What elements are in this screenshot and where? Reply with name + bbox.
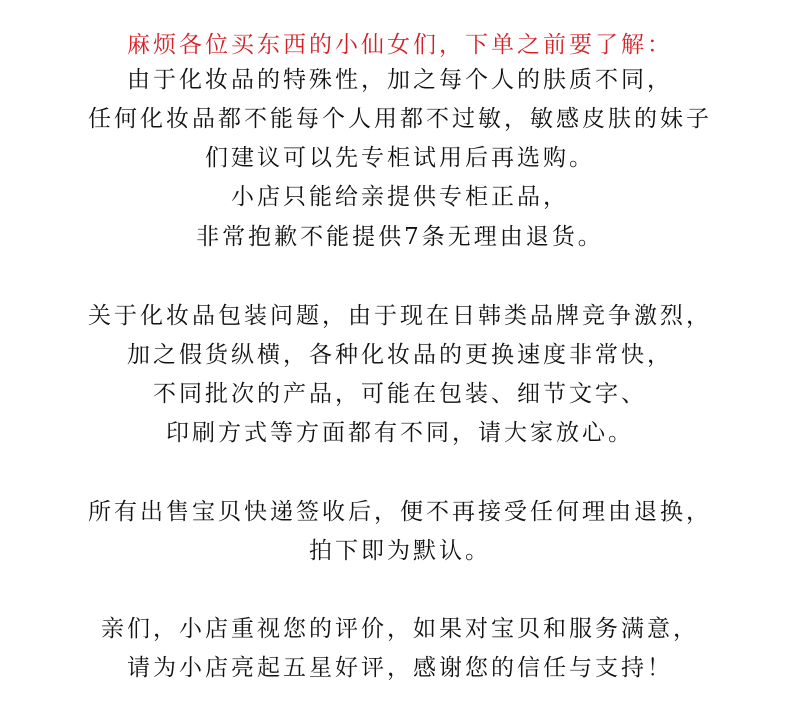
notice-line: 加之假货纵横，各种化妆品的更换速度非常快， — [127, 342, 673, 368]
notice-line: 们建议可以先专柜试用后再选购。 — [205, 145, 595, 171]
notice-line: 印刷方式等方面都有不同，请大家放心。 — [166, 420, 634, 446]
notice-line: 小店只能给亲提供专柜正品， — [231, 184, 569, 210]
notice-line: 所有出售宝贝快递签收后，便不再接受任何理由退换， — [88, 499, 712, 525]
notice-line: 亲们，小店重视您的评价，如果对宝贝和服务满意， — [101, 616, 699, 642]
notice-line: 不同批次的产品，可能在包装、细节文字、 — [153, 381, 647, 407]
notice-line: 拍下即为默认。 — [309, 538, 491, 564]
notice-line: 关于化妆品包装问题，由于现在日韩类品牌竞争激烈， — [88, 303, 712, 329]
notice-line: 非常抱歉不能提供7条无理由退货。 — [196, 224, 604, 250]
notice-line: 请为小店亮起五星好评，感谢您的信任与支持！ — [127, 655, 673, 681]
notice-line: 由于化妆品的特殊性，加之每个人的肤质不同， — [127, 67, 673, 93]
notice-line: 任何化妆品都不能每个人用都不过敏，敏感皮肤的妹子 — [88, 106, 712, 132]
notice-heading: 麻烦各位买东西的小仙女们，下单之前要了解： — [127, 32, 673, 58]
